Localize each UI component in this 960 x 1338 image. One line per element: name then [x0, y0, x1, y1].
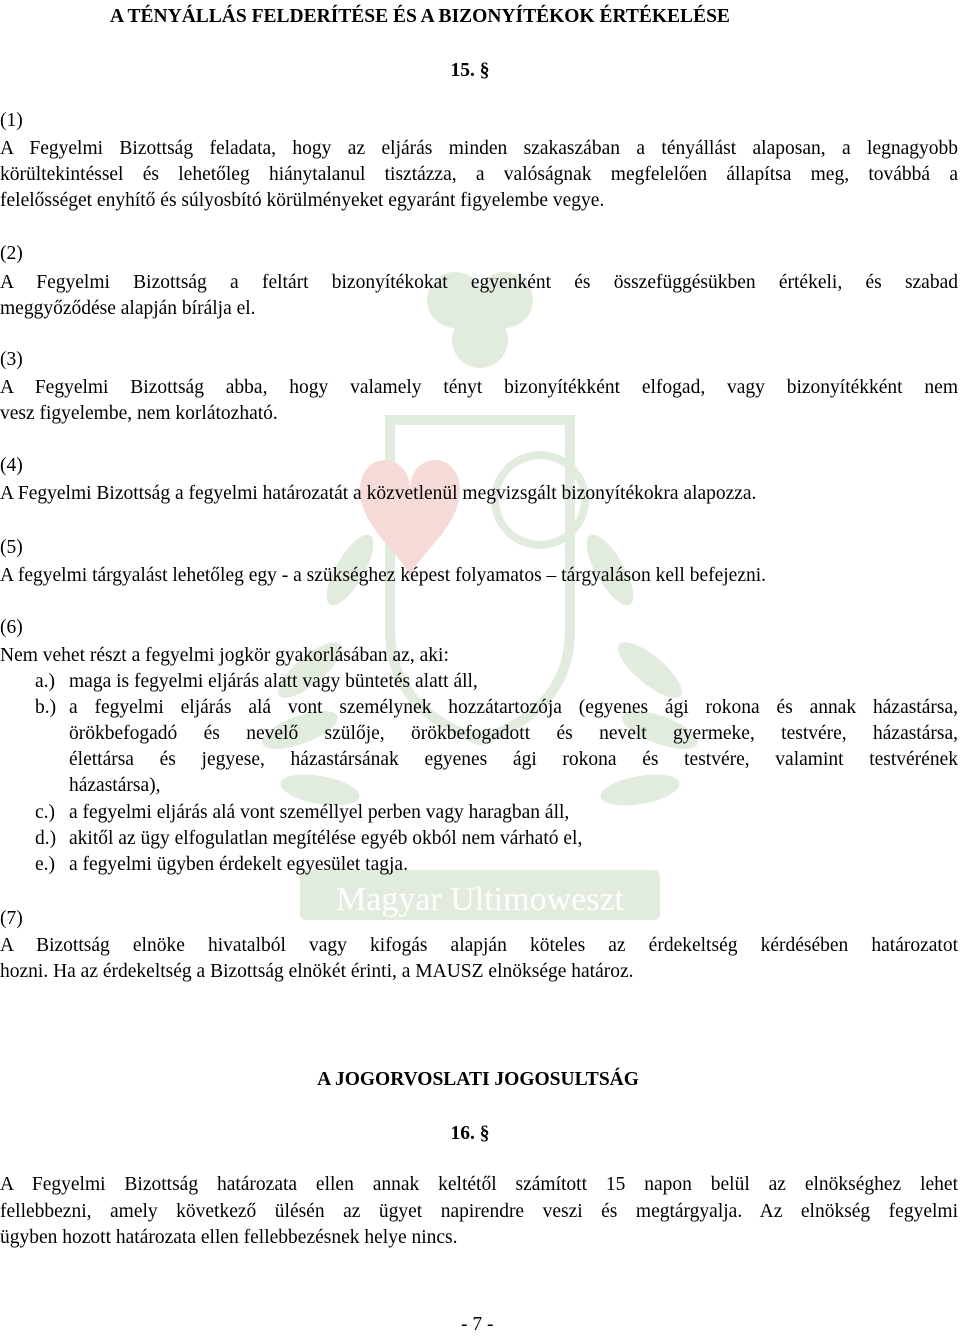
paragraph-number: (1): [0, 110, 23, 131]
paragraph-line: A Fegyelmi Bizottság feladata, hogy az eljárás minden szakaszában a tényállást alaposan, a legnagyobb: [0, 138, 958, 159]
list-item-label: c.): [35, 802, 56, 823]
paragraph-line: fellebbezni, amely következő ülésén az ügyet napirendre veszi és megtárgyalja. Az elnökség fegyelmi: [0, 1201, 958, 1222]
list-item: maga is fegyelmi eljárás alatt vagy büntetés alatt áll,: [69, 671, 478, 692]
paragraph-number: (5): [0, 537, 23, 558]
section-number: 15. §: [450, 60, 490, 81]
paragraph-line: A Bizottság elnöke hivatalból vagy kifogás alapján köteles az érdekeltség kérdésében határozatot: [0, 935, 958, 956]
paragraph-line: vesz figyelembe, nem korlátozható.: [0, 403, 278, 424]
list-item: a fegyelmi eljárás alá vont személynek hozzátartozója (egyenes ági rokona és annak házastársa,: [69, 697, 958, 718]
paragraph-line: ügyben hozott határozata ellen fellebbezésnek helye nincs.: [0, 1227, 458, 1248]
paragraph-number: (7): [0, 908, 23, 929]
page-number: - 7 -: [461, 1314, 494, 1335]
paragraph-number: (6): [0, 617, 23, 638]
paragraph-line: meggyőződése alapján bírálja el.: [0, 298, 256, 319]
list-item: a fegyelmi eljárás alá vont személlyel perben vagy haragban áll,: [69, 802, 570, 823]
section-title: A JOGORVOSLATI JOGOSULTSÁG: [317, 1069, 639, 1090]
list-item-label: b.): [35, 697, 57, 718]
paragraph-line: körültekintéssel és lehetőleg hiánytalanul tisztázza, a valóságnak megfelelően állapítsa meg, továbbá a: [0, 164, 958, 185]
section-title: A TÉNYÁLLÁS FELDERÍTÉSE ÉS A BIZONYÍTÉKOK ÉRTÉKELÉSE: [110, 6, 730, 27]
list-item-label: e.): [35, 854, 56, 875]
paragraph-line: A Fegyelmi Bizottság a fegyelmi határozatát a közvetlenül megvizsgált bizonyítékokra alapozza.: [0, 483, 757, 504]
list-item: a fegyelmi ügyben érdekelt egyesület tagja.: [69, 854, 408, 875]
section-number: 16. §: [450, 1123, 490, 1144]
paragraph-number: (3): [0, 349, 23, 370]
list-item-label: d.): [35, 828, 57, 849]
paragraph-number: (2): [0, 243, 23, 264]
paragraph-line: A Fegyelmi Bizottság a feltárt bizonyítékokat egyenként és összefüggésükben értékeli, és szabad: [0, 272, 958, 293]
list-item: házastársa),: [69, 775, 161, 796]
list-item: akitől az ügy elfogulatlan megítélése egyéb okból nem várható el,: [69, 828, 583, 849]
paragraph-line: A Fegyelmi Bizottság abba, hogy valamely tényt bizonyítékként elfogad, vagy bizonyítékként nem: [0, 377, 958, 398]
list-item: élettársa és jegyese, házastársának egyenes ági rokona és testvére, valamint testvérének: [69, 749, 958, 770]
list-item: örökbefogadó és nevelő szülője, örökbefogadott és nevelt gyermeke, testvére, házastársa,: [69, 723, 958, 744]
paragraph-line: hozni. Ha az érdekeltség a Bizottság elnökét érinti, a MAUSZ elnöksége határoz.: [0, 961, 634, 982]
paragraph-number: (4): [0, 455, 23, 476]
list-item-label: a.): [35, 671, 56, 692]
paragraph-line: A Fegyelmi Bizottság határozata ellen annak keltétől számított 15 napon belül az elnökséghez lehet: [0, 1174, 958, 1195]
paragraph-line: A fegyelmi tárgyalást lehetőleg egy - a szükséghez képest folyamatos – tárgyaláson kell befejezni.: [0, 565, 767, 586]
watermark-text: Magyar Ultimoweszt: [336, 881, 624, 918]
paragraph-line: Nem vehet részt a fegyelmi jogkör gyakorlásában az, aki:: [0, 645, 449, 666]
paragraph-line: felelősséget enyhítő és súlyosbító körülményeket egyaránt figyelembe vegye.: [0, 190, 605, 211]
